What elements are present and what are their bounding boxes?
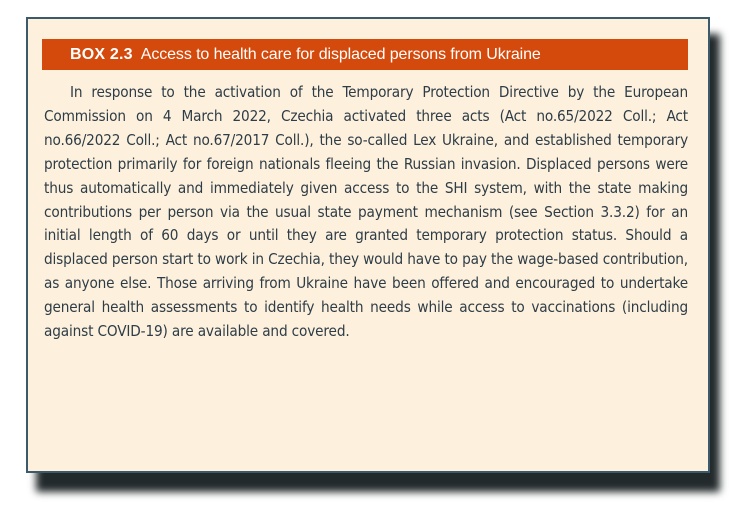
box-body-paragraph: In response to the activation of the Temporary Protection Directive by the European Commission on 4 March 2022, Czechia activated three acts (Act no.65/2022 Coll.; Act no.66/2022 Coll.; Act no.67/2017 Coll.), the so-called Lex Ukraine, and established temporary protection primarily for foreign nationals fleeing the Russian invasion. Displaced persons were thus automatically and immediately given access to the SHI system, with the state making contributions per person via the usual state payment mechanism (see Section 3.3.2) for an initial length of 60 days or until they are granted temporary protection status. Should a displaced person start to work in Czechia, they would have to pay the wage-based contribution, as anyone else. Those arriving from Ukraine have been offered and encouraged to undertake general health assessments to identify health needs while access to vaccinations (including against COVID-19) are available and covered.	[44, 83, 688, 341]
box-header	[42, 39, 688, 70]
box-title: Access to health care for displaced persons from Ukraine	[140, 45, 541, 63]
box-label: BOX 2.3	[70, 45, 133, 63]
text-box	[26, 17, 710, 473]
